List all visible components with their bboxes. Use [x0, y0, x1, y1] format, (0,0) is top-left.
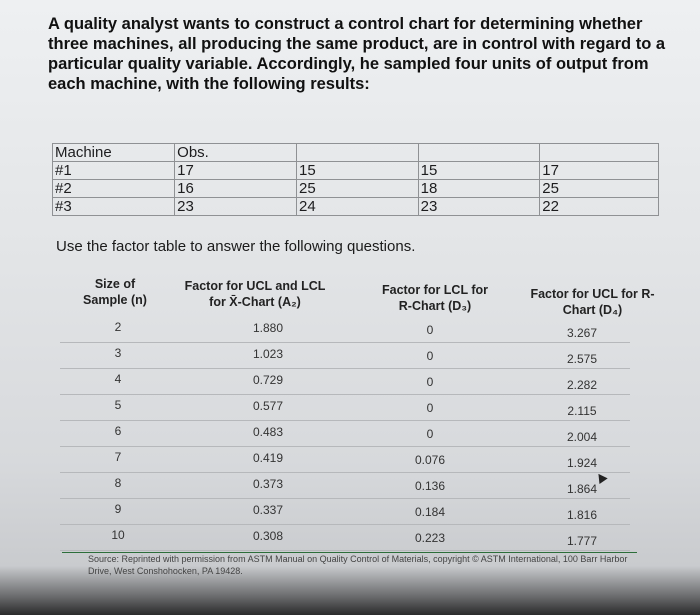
- table-cell: 0.729: [252, 373, 284, 387]
- table-row: [60, 446, 630, 473]
- table-cell: 0.483: [252, 425, 284, 439]
- table-cell: 2: [114, 320, 122, 334]
- table-cell: 0.076: [414, 453, 446, 467]
- table-row: [60, 368, 630, 395]
- table-cell: 0.577: [252, 399, 284, 413]
- table-cell: 1.777: [566, 534, 598, 548]
- header-sample-size: Size of Sample (n): [83, 277, 147, 307]
- table-cell: #2: [53, 180, 175, 198]
- table-cell: 18: [418, 180, 540, 198]
- table-cell: 17: [175, 162, 297, 180]
- table-header-cell: [297, 144, 419, 162]
- table-cell: 25: [297, 180, 419, 198]
- table-cell: 7: [114, 450, 122, 464]
- table-cell: 2.004: [566, 430, 598, 444]
- table-cell: 25: [540, 180, 659, 198]
- table-row: [53, 144, 659, 162]
- table-cell: 23: [418, 198, 540, 216]
- table-header-cell: [418, 144, 540, 162]
- table-cell: 22: [540, 198, 659, 216]
- table-cell: 0.184: [414, 505, 446, 519]
- table-cell: 24: [297, 198, 419, 216]
- header-a2: Factor for UCL and LCL for X̄-Chart (A₂): [184, 279, 326, 309]
- table-cell: 1.880: [252, 321, 284, 335]
- table-cell: 9: [114, 502, 122, 516]
- table-cell: 2.282: [566, 378, 598, 392]
- table-cell: 0: [426, 427, 434, 441]
- table-cell: 0.223: [414, 531, 446, 545]
- observations-table: [52, 143, 659, 216]
- table-cell: 16: [175, 180, 297, 198]
- factor-table: [60, 268, 655, 550]
- table-cell: 0: [426, 349, 434, 363]
- table-header-cell: Machine: [53, 144, 175, 162]
- source-note: Source: Reprinted with permission from ASTM Manual on Quality Control of Materials, copyright © ASTM International, 100 Barr Harbor Drive, West Conshohocken, PA 19428.: [88, 554, 628, 576]
- table-row: [60, 316, 630, 343]
- table-cell: 4: [114, 372, 122, 386]
- table-row: [60, 342, 630, 369]
- table-cell: 0.136: [414, 479, 446, 493]
- table-cell: 1.924: [566, 456, 598, 470]
- instruction-text: Use the factor table to answer the following questions.: [56, 238, 416, 255]
- table-cell: 0: [426, 323, 434, 337]
- table-cell: 0.373: [252, 477, 284, 491]
- table-row: [53, 180, 659, 198]
- table-cell: 23: [175, 198, 297, 216]
- table-row: [60, 472, 630, 499]
- table-cell: 3.267: [566, 326, 598, 340]
- table-header-cell: Obs.: [175, 144, 297, 162]
- header-d4: Factor for UCL for R-Chart (D₄): [530, 287, 655, 317]
- table-cell: 5: [114, 398, 122, 412]
- table-cell: #1: [53, 162, 175, 180]
- table-cell: 0.419: [252, 451, 284, 465]
- table-cell: 1.023: [252, 347, 284, 361]
- table-cell: 6: [114, 424, 122, 438]
- table-row: [53, 198, 659, 216]
- table-row: [60, 524, 630, 551]
- table-cell: 3: [114, 346, 122, 360]
- question-text: A quality analyst wants to construct a control chart for determining whether three machines, all producing the same product, are in control with regard to a particular quality variable. Accordingly, he sampled four units of output from each machine, with the following results:: [48, 15, 666, 93]
- table-cell: 1.864: [566, 482, 598, 496]
- table-cell: 2.575: [566, 352, 598, 366]
- table-cell: 10: [111, 528, 125, 542]
- table-cell: 17: [540, 162, 659, 180]
- table-cell: 8: [114, 476, 122, 490]
- table-row: [60, 394, 630, 421]
- table-cell: #3: [53, 198, 175, 216]
- table-header-cell: [540, 144, 659, 162]
- table-row: [60, 420, 630, 447]
- table-cell: 1.816: [566, 508, 598, 522]
- table-cell: 0.337: [252, 503, 284, 517]
- table-row: [60, 498, 630, 525]
- table-cell: 15: [418, 162, 540, 180]
- table-cell: 0: [426, 401, 434, 415]
- table-cell: 2.115: [567, 404, 597, 418]
- table-cell: 15: [297, 162, 419, 180]
- table-cell: 0.308: [252, 529, 284, 543]
- header-d3: Factor for LCL for R-Chart (D₃): [381, 283, 489, 313]
- table-row: [53, 162, 659, 180]
- table-cell: 0: [426, 375, 434, 389]
